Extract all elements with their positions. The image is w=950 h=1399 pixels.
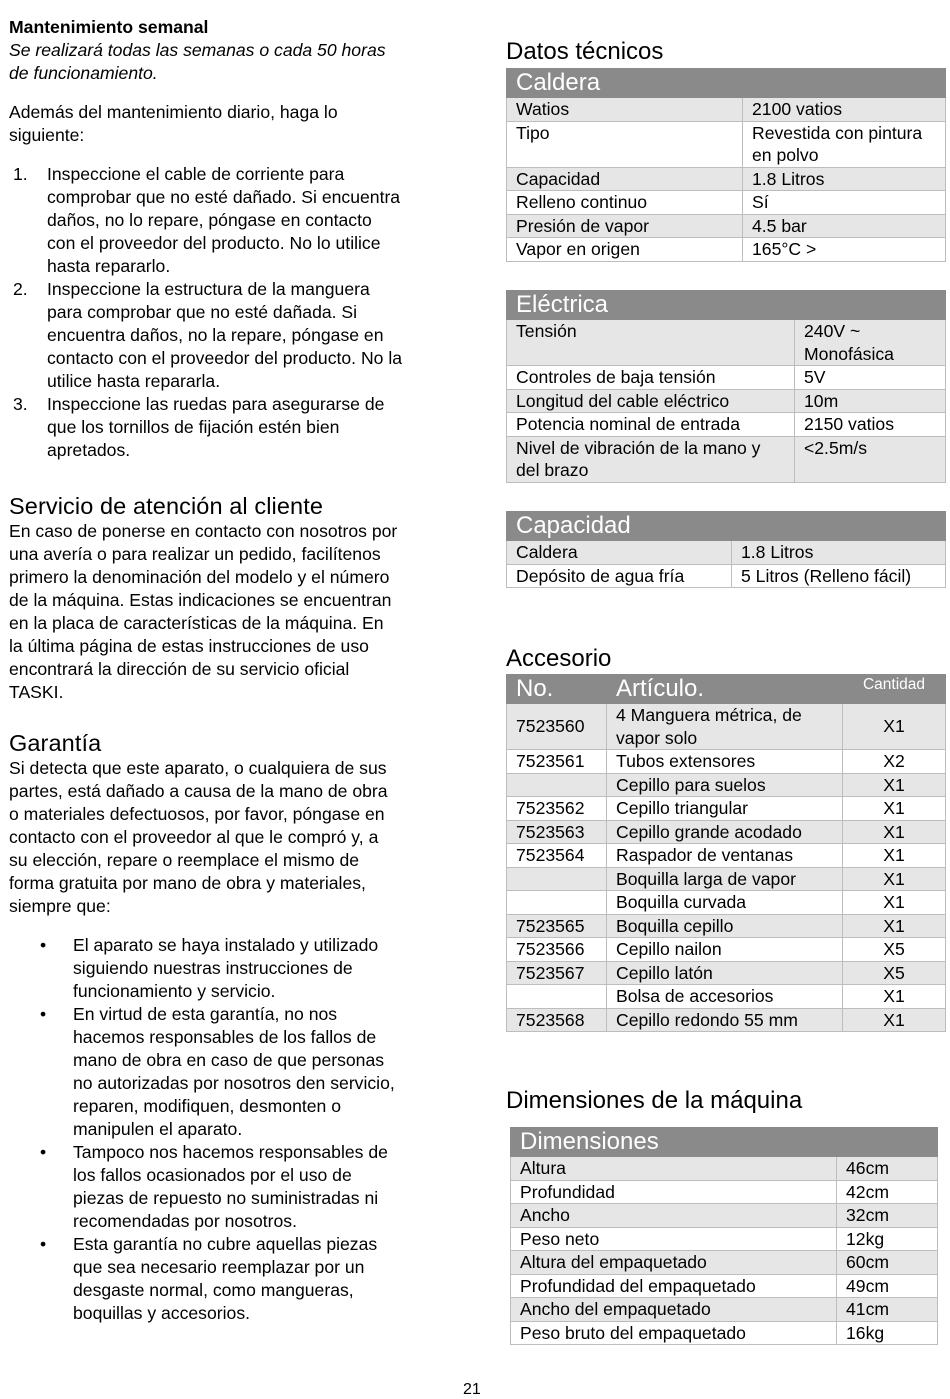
table-row	[507, 413, 946, 437]
dimensions-table	[510, 1127, 938, 1345]
step-number: 3.	[13, 394, 28, 414]
acc-article: Cepillo nailon	[607, 938, 843, 962]
table-row	[507, 541, 946, 565]
caldera-label: Watios	[507, 98, 743, 122]
electrica-label: Nivel de vibración de la mano y del brazo	[507, 436, 795, 482]
acc-article: Tubos extensores	[607, 750, 843, 774]
condition-text-line: El aparato se haya instalado y utilizado	[73, 935, 379, 955]
electrica-label: Tensión	[507, 320, 795, 366]
acc-article: Cepillo triangular	[607, 797, 843, 821]
condition-text-line: desgaste normal, como mangueras,	[73, 1280, 354, 1300]
condition-text-line: hacemos responsables de los fallos de	[73, 1027, 377, 1047]
dimensions-label: Peso neto	[511, 1227, 837, 1251]
condition-text-line: no autorizadas por nosotros den servicio,	[73, 1073, 395, 1093]
acc-quantity: X1	[843, 820, 946, 844]
caldera-value: 4.5 bar	[743, 214, 946, 238]
table-row	[507, 389, 946, 413]
caldera-label: Tipo	[507, 121, 743, 167]
warranty-text-line: su elección, repare o reemplace el mismo de	[9, 850, 360, 870]
capacidad-label: Depósito de agua fría	[507, 564, 732, 588]
acc-quantity: X1	[843, 844, 946, 868]
table-row	[511, 1157, 938, 1181]
electrica-label: Longitud del cable eléctrico	[507, 389, 795, 413]
warranty-condition-item	[9, 1003, 449, 1141]
capacidad-header: Capacidad	[507, 512, 946, 541]
table-row	[507, 891, 946, 915]
technical-data-heading: Datos técnicos	[506, 38, 664, 65]
table-row	[507, 121, 946, 167]
page-number: 21	[463, 1381, 481, 1398]
warranty-text-line: o materiales defectuosos, por favor, póngase en	[9, 804, 385, 824]
step-text-line: apretados.	[47, 440, 131, 460]
step-text-line: utilice hasta repararla.	[47, 371, 221, 391]
caldera-value: 1.8 Litros	[743, 167, 946, 191]
table-row	[511, 1180, 938, 1204]
acc-quantity: X1	[843, 985, 946, 1009]
table-row	[507, 704, 946, 750]
condition-text-line: piezas de repuesto no suministradas ni	[73, 1188, 379, 1208]
warranty-condition-item	[9, 1233, 449, 1325]
service-text-line: en la placa de características de la máquina. En	[9, 613, 384, 633]
dimensions-label: Altura	[511, 1157, 837, 1181]
table-row	[507, 797, 946, 821]
service-text-line: de la máquina. Estas indicaciones se encuentran	[9, 590, 392, 610]
table-row	[511, 1298, 938, 1322]
bullet-icon: •	[40, 1234, 47, 1254]
acc-number: 7523561	[507, 750, 607, 774]
caldera-table-wrap	[506, 68, 946, 262]
acc-article: 4 Manguera métrica, de vapor solo	[607, 704, 843, 750]
condition-text-line: Esta garantía no cubre aquellas piezas	[73, 1234, 378, 1254]
acc-article: Cepillo latón	[607, 961, 843, 985]
dimensions-value: 41cm	[837, 1298, 938, 1322]
table-row	[511, 1227, 938, 1251]
warranty-text-line: contacto con el proveedor al que le compró y, a	[9, 827, 379, 847]
condition-text-line: boquillas y accesorios.	[73, 1303, 251, 1323]
dimensions-value: 60cm	[837, 1251, 938, 1275]
acc-header-article: Artículo.	[607, 675, 843, 704]
step-number: 1.	[13, 164, 28, 184]
accessories-table	[506, 674, 946, 1032]
acc-article: Cepillo para suelos	[607, 773, 843, 797]
warranty-text-line: siempre que:	[9, 896, 111, 916]
step-text-line: comprobar que no esté dañado. Si encuentra	[47, 187, 401, 207]
step-item	[9, 278, 449, 393]
table-row	[507, 867, 946, 891]
table-row	[507, 320, 946, 366]
accessories-table-wrap	[506, 674, 946, 1032]
warranty-text	[9, 757, 449, 918]
warranty-text-line: Si detecta que este aparato, o cualquiera de sus	[9, 758, 387, 778]
electrica-value: 2150 vatios	[795, 413, 946, 437]
caldera-value: 165°C >	[743, 238, 946, 262]
condition-text-line: manipulen el aparato.	[73, 1119, 243, 1139]
condition-text-line: reparen, modifiquen, desmonten o	[73, 1096, 341, 1116]
dimensions-header-row	[511, 1128, 938, 1157]
acc-article: Boquilla larga de vapor	[607, 867, 843, 891]
acc-quantity: X1	[843, 773, 946, 797]
bullet-icon: •	[40, 1004, 47, 1024]
service-text-line: primero la denominación del modelo y el número	[9, 567, 390, 587]
acc-number: 7523567	[507, 961, 607, 985]
capacidad-table-wrap	[506, 511, 946, 588]
acc-article: Cepillo redondo 55 mm	[607, 1008, 843, 1032]
acc-quantity: X5	[843, 961, 946, 985]
dimensions-value: 42cm	[837, 1180, 938, 1204]
acc-quantity: X1	[843, 867, 946, 891]
condition-text-line: Tampoco nos hacemos responsables de	[73, 1142, 388, 1162]
service-text-line: encontrará la dirección de su servicio oficial	[9, 659, 350, 679]
acc-article: Raspador de ventanas	[607, 844, 843, 868]
warranty-heading: Garantía	[9, 730, 102, 756]
acc-number: 7523565	[507, 914, 607, 938]
step-text-line: contacto con el proveedor del producto. No la	[47, 348, 403, 368]
electrica-value: 10m	[795, 389, 946, 413]
acc-number	[507, 867, 607, 891]
table-row	[507, 564, 946, 588]
acc-quantity: X1	[843, 914, 946, 938]
step-number: 2.	[13, 279, 28, 299]
dimensions-value: 46cm	[837, 1157, 938, 1181]
dimensions-label: Ancho del empaquetado	[511, 1298, 837, 1322]
acc-header-quantity: Cantidad	[843, 675, 946, 704]
table-row	[507, 961, 946, 985]
step-text-line: daños, no lo repare, póngase en contacto	[47, 210, 372, 230]
dimensions-value: 12kg	[837, 1227, 938, 1251]
electrica-table	[506, 290, 946, 483]
step-text-line: encuentra daños, no la repare, póngase en	[47, 325, 384, 345]
customer-service-text	[9, 520, 449, 704]
caldera-table	[506, 68, 946, 262]
step-text-line: hasta repararlo.	[47, 256, 171, 276]
acc-number: 7523566	[507, 938, 607, 962]
step-text-line: Inspeccione la estructura de la manguera	[47, 279, 370, 299]
left-column	[9, 16, 449, 1325]
dimensions-label: Profundidad	[511, 1180, 837, 1204]
table-row	[507, 238, 946, 262]
warranty-condition-item	[9, 1141, 449, 1233]
caldera-value: Revestida con pintura en polvo	[743, 121, 946, 167]
step-text-line: que los tornillos de fijación estén bien	[47, 417, 340, 437]
condition-text-line: funcionamiento y servicio.	[73, 981, 276, 1001]
caldera-label: Capacidad	[507, 167, 743, 191]
step-item	[9, 393, 449, 462]
electrica-value: <2.5m/s	[795, 436, 946, 482]
caldera-label: Presión de vapor	[507, 214, 743, 238]
service-text-line: TASKI.	[9, 682, 64, 702]
acc-quantity: X1	[843, 1008, 946, 1032]
warranty-condition-item	[9, 934, 449, 1003]
condition-text-line: mano de obra en caso de que personas	[73, 1050, 385, 1070]
table-row	[511, 1251, 938, 1275]
maintenance-steps-list	[9, 163, 449, 462]
weekly-maintenance-title: Mantenimiento semanal	[9, 17, 209, 37]
weekly-maintenance-subtitle-line: de funcionamiento.	[9, 63, 158, 83]
acc-quantity: X5	[843, 938, 946, 962]
caldera-label: Relleno continuo	[507, 191, 743, 215]
intro-line: Además del mantenimiento diario, haga lo	[9, 102, 338, 122]
dimensions-label: Profundidad del empaquetado	[511, 1274, 837, 1298]
acc-quantity: X1	[843, 891, 946, 915]
step-item	[9, 163, 449, 278]
dimensions-header: Dimensiones	[511, 1128, 938, 1157]
table-row	[511, 1321, 938, 1345]
table-row	[507, 1008, 946, 1032]
table-row	[507, 191, 946, 215]
service-text-line: una avería o para realizar un pedido, facilítenos	[9, 544, 381, 564]
capacidad-value: 5 Litros (Relleno fácil)	[732, 564, 946, 588]
capacidad-header-row	[507, 512, 946, 541]
caldera-label: Vapor en origen	[507, 238, 743, 262]
table-row	[507, 985, 946, 1009]
step-text-line: Inspeccione el cable de corriente para	[47, 164, 345, 184]
caldera-header-row	[507, 69, 946, 98]
table-row	[507, 366, 946, 390]
electrica-label: Potencia nominal de entrada	[507, 413, 795, 437]
caldera-value: 2100 vatios	[743, 98, 946, 122]
caldera-value: Sí	[743, 191, 946, 215]
acc-number: 7523568	[507, 1008, 607, 1032]
acc-number	[507, 985, 607, 1009]
acc-quantity: X2	[843, 750, 946, 774]
caldera-header: Caldera	[507, 69, 946, 98]
bullet-icon: •	[40, 935, 47, 955]
acc-number: 7523563	[507, 820, 607, 844]
dimensions-label: Altura del empaquetado	[511, 1251, 837, 1275]
table-row	[511, 1274, 938, 1298]
table-row	[507, 820, 946, 844]
machine-dimensions-heading: Dimensiones de la máquina	[506, 1087, 803, 1114]
capacidad-value: 1.8 Litros	[732, 541, 946, 565]
acc-article: Boquilla cepillo	[607, 914, 843, 938]
dimensions-value: 16kg	[837, 1321, 938, 1345]
acc-number: 7523560	[507, 704, 607, 750]
table-row	[507, 98, 946, 122]
electrica-value: 240V ~ Monofásica	[795, 320, 946, 366]
electrica-label: Controles de baja tensión	[507, 366, 795, 390]
acc-header-no: No.	[507, 675, 607, 704]
table-row	[507, 214, 946, 238]
intro-line: siguiente:	[9, 125, 85, 145]
warranty-text-line: forma gratuita por mano de obra y materiales,	[9, 873, 366, 893]
acc-number	[507, 773, 607, 797]
weekly-maintenance-subtitle-line: Se realizará todas las semanas o cada 50 horas	[9, 40, 386, 60]
electrica-header: Eléctrica	[507, 291, 946, 320]
bullet-icon: •	[40, 1142, 47, 1162]
acc-number: 7523564	[507, 844, 607, 868]
acc-quantity: X1	[843, 704, 946, 750]
table-row	[507, 844, 946, 868]
acc-number	[507, 891, 607, 915]
dimensions-value: 32cm	[837, 1204, 938, 1228]
acc-article: Cepillo grande acodado	[607, 820, 843, 844]
condition-text-line: los fallos ocasionados por el uso de	[73, 1165, 352, 1185]
step-text-line: para comprobar que no esté dañada. Si	[47, 302, 358, 322]
condition-text-line: que sea necesario reemplazar por un	[73, 1257, 365, 1277]
step-text-line: Inspeccione las ruedas para asegurarse de	[47, 394, 385, 414]
warranty-conditions-list	[9, 934, 449, 1325]
warranty-text-line: partes, está dañado a causa de la mano de obra	[9, 781, 388, 801]
capacidad-table	[506, 511, 946, 588]
table-row	[507, 914, 946, 938]
capacidad-label: Caldera	[507, 541, 732, 565]
dimensions-value: 49cm	[837, 1274, 938, 1298]
condition-text-line: En virtud de esta garantía, no nos	[73, 1004, 338, 1024]
customer-service-heading: Servicio de atención al cliente	[9, 493, 324, 519]
service-text-line: la última página de estas instrucciones de uso	[9, 636, 369, 656]
dimensions-label: Peso bruto del empaquetado	[511, 1321, 837, 1345]
acc-number: 7523562	[507, 797, 607, 821]
dimensions-label: Ancho	[511, 1204, 837, 1228]
acc-article: Boquilla curvada	[607, 891, 843, 915]
table-row	[511, 1204, 938, 1228]
table-row	[507, 167, 946, 191]
dimensions-table-wrap	[510, 1127, 938, 1345]
condition-text-line: recomendadas por nosotros.	[73, 1211, 297, 1231]
table-row	[507, 773, 946, 797]
table-row	[507, 938, 946, 962]
electrica-table-wrap	[506, 290, 946, 483]
electrica-header-row	[507, 291, 946, 320]
acc-quantity: X1	[843, 797, 946, 821]
service-text-line: En caso de ponerse en contacto con nosotros por	[9, 521, 398, 541]
accessories-heading: Accesorio	[506, 645, 612, 672]
acc-article: Bolsa de accesorios	[607, 985, 843, 1009]
step-text-line: con el proveedor del producto. No lo utilice	[47, 233, 381, 253]
table-row	[507, 750, 946, 774]
condition-text-line: siguiendo nuestras instrucciones de	[73, 958, 353, 978]
electrica-value: 5V	[795, 366, 946, 390]
table-row	[507, 436, 946, 482]
